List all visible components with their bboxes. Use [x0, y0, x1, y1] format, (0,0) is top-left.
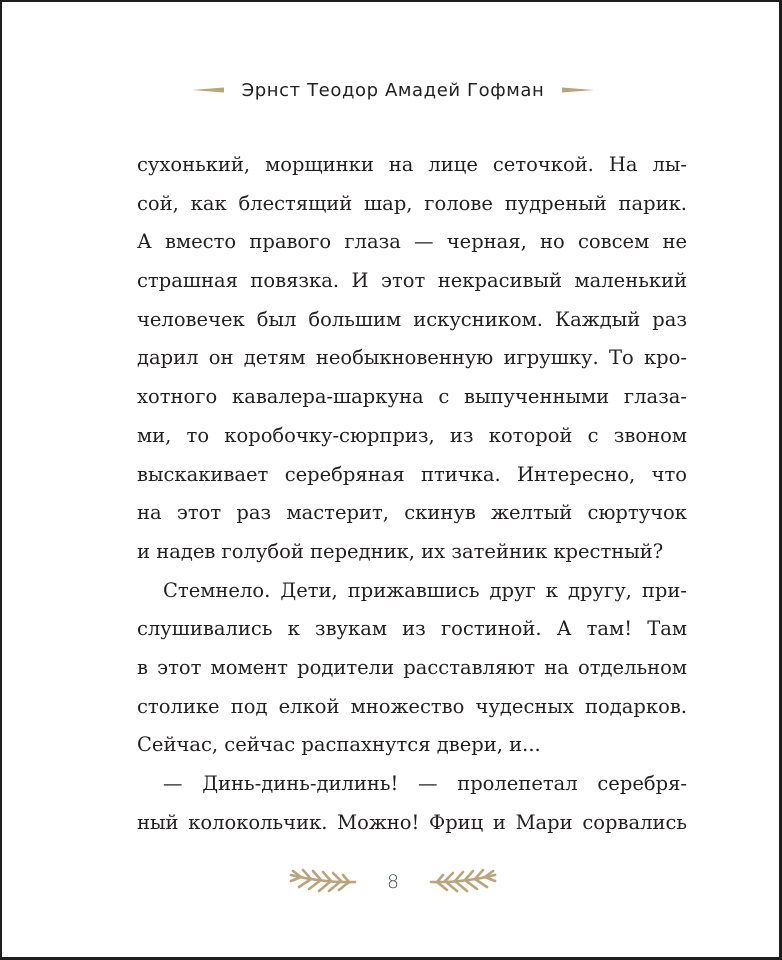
fir-sprig-right-icon: [427, 867, 499, 897]
text-line: А вместо правого глаза — черная, но совсем не: [137, 230, 687, 254]
fir-sprig-left-icon: [287, 867, 359, 897]
right-rule-ornament-icon: [562, 87, 594, 93]
text-line: хотного кавалера-шаркуна с выпученными глаза-: [137, 385, 687, 409]
page-footer: [2, 864, 782, 900]
running-head: [2, 76, 782, 104]
page-number: 8: [386, 871, 400, 893]
left-rule-ornament-icon: [192, 87, 224, 93]
text-line: дарил он детям необыкновенную игрушку. То кро-: [137, 346, 687, 370]
text-line: человечек был большим искусником. Каждый раз: [137, 307, 687, 331]
paragraph-start-line: — Динь-динь-дилинь! — пролепетал серебря-: [163, 772, 687, 795]
text-line: на этот раз мастерит, скинув желтый сюртучок: [137, 501, 687, 525]
text-line: выскакивает серебряная птичка. Интересно, что: [137, 462, 687, 486]
author-name: Эрнст Теодор Амадей Гофман: [241, 79, 545, 101]
text-line: столике под елкой множество чудесных подарков.: [137, 694, 687, 718]
text-line: слушивались к звукам из гостиной. А там! Там: [137, 617, 687, 641]
text-line: ный колокольчик. Можно! Фриц и Мари сорвались: [137, 810, 687, 834]
body-text: [137, 146, 687, 842]
text-line: сухонький, морщинки на лице сеточкой. На лы-: [137, 153, 687, 176]
paragraph-start-line: Стемнело. Дети, прижавшись друг к другу, при-: [163, 578, 687, 602]
text-line: в этот момент родители расставляют на отдельном: [137, 655, 687, 679]
paragraph-end-line: и надев голубой передник, их затейник крестный?: [137, 539, 664, 563]
text-line: сой, как блестящий шар, голове пудреный парик.: [137, 191, 687, 215]
text-line: ми, то коробочку-сюрприз, из которой с звоном: [137, 423, 687, 447]
text-line: страшная повязка. И этот некрасивый маленький: [137, 269, 687, 293]
paragraph-end-line: Сейчас, сейчас распахнутся двери, и...: [137, 733, 541, 757]
